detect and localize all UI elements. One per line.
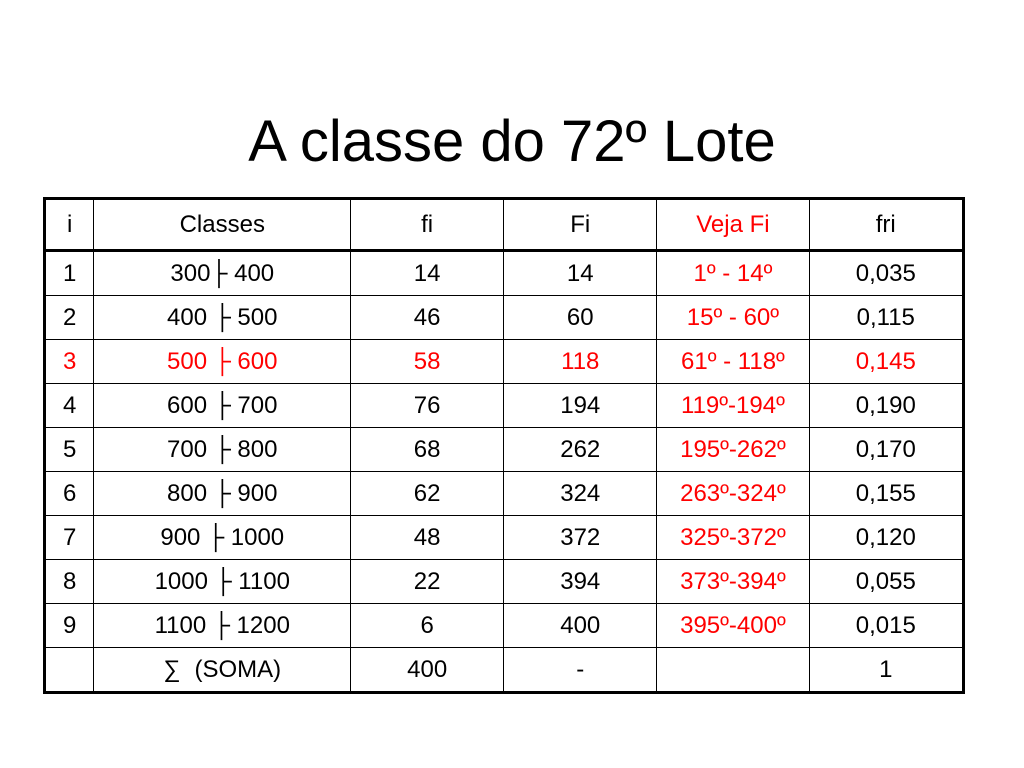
header-veja-fi: Veja Fi bbox=[657, 199, 809, 251]
sum-label: (SOMA) bbox=[194, 655, 282, 683]
cell-fri: 0,145 bbox=[809, 340, 963, 384]
cell-fi: 58 bbox=[351, 340, 504, 384]
cell-classes: 700 ├ 800 bbox=[94, 428, 351, 472]
cell-sum-label bbox=[94, 648, 351, 693]
cell-i: 3 bbox=[45, 340, 94, 384]
cell-cumulative-fi: 394 bbox=[504, 560, 657, 604]
cell-veja-fi: 119º-194º bbox=[657, 384, 809, 428]
cell-cumulative-fi: 400 bbox=[504, 604, 657, 648]
cell-fri-total: 1 bbox=[809, 648, 963, 693]
header-i: i bbox=[45, 199, 94, 251]
cell-fri: 0,015 bbox=[809, 604, 963, 648]
cell-classes: 500 ├ 600 bbox=[94, 340, 351, 384]
cell-i: 8 bbox=[45, 560, 94, 604]
header-cumulative-fi: Fi bbox=[504, 199, 657, 251]
table-row-highlighted bbox=[45, 340, 964, 384]
cell-i: 5 bbox=[45, 428, 94, 472]
cell-i: 1 bbox=[45, 251, 94, 296]
cell-veja-fi: 263º-324º bbox=[657, 472, 809, 516]
table-row bbox=[45, 604, 964, 648]
cell-fi-total: 400 bbox=[351, 648, 504, 693]
cell-fri: 0,055 bbox=[809, 560, 963, 604]
cell-veja-fi: 373º-394º bbox=[657, 560, 809, 604]
cell-i: 6 bbox=[45, 472, 94, 516]
table-row bbox=[45, 296, 964, 340]
cell-veja-fi: 1º - 14º bbox=[657, 251, 809, 296]
cell-veja-fi: 325º-372º bbox=[657, 516, 809, 560]
header-fri: fri bbox=[809, 199, 963, 251]
cell-veja-fi: 395º-400º bbox=[657, 604, 809, 648]
header-fi: fi bbox=[351, 199, 504, 251]
cell-cumulative-fi: 14 bbox=[504, 251, 657, 296]
table-row bbox=[45, 428, 964, 472]
cell-veja-fi: 15º - 60º bbox=[657, 296, 809, 340]
cell-classes: 1100 ├ 1200 bbox=[94, 604, 351, 648]
table-sum-row bbox=[45, 648, 964, 693]
cell-fri: 0,115 bbox=[809, 296, 963, 340]
cell-cumulative-fi: 372 bbox=[504, 516, 657, 560]
header-classes: Classes bbox=[94, 199, 351, 251]
table-row bbox=[45, 251, 964, 296]
cell-fri: 0,190 bbox=[809, 384, 963, 428]
cell-i: 7 bbox=[45, 516, 94, 560]
cell-fi: 6 bbox=[351, 604, 504, 648]
cell-fi: 22 bbox=[351, 560, 504, 604]
cell-classes: 900 ├ 1000 bbox=[94, 516, 351, 560]
cell-fi: 46 bbox=[351, 296, 504, 340]
cell-i bbox=[45, 648, 94, 693]
cell-fi: 14 bbox=[351, 251, 504, 296]
slide-title: A classe do 72º Lote bbox=[248, 109, 776, 174]
cell-cumulative-fi-total: - bbox=[504, 648, 657, 693]
cell-classes: 300├ 400 bbox=[94, 251, 351, 296]
cell-cumulative-fi: 262 bbox=[504, 428, 657, 472]
cell-fi: 68 bbox=[351, 428, 504, 472]
sigma-icon: ∑ bbox=[163, 655, 181, 683]
cell-classes: 600 ├ 700 bbox=[94, 384, 351, 428]
cell-i: 9 bbox=[45, 604, 94, 648]
cell-cumulative-fi: 324 bbox=[504, 472, 657, 516]
cell-cumulative-fi: 118 bbox=[504, 340, 657, 384]
frequency-table bbox=[43, 197, 965, 694]
cell-fi: 76 bbox=[351, 384, 504, 428]
cell-fri: 0,120 bbox=[809, 516, 963, 560]
cell-fri: 0,035 bbox=[809, 251, 963, 296]
cell-classes: 800 ├ 900 bbox=[94, 472, 351, 516]
cell-cumulative-fi: 60 bbox=[504, 296, 657, 340]
table-row bbox=[45, 384, 964, 428]
cell-veja-fi: 195º-262º bbox=[657, 428, 809, 472]
cell-fi: 62 bbox=[351, 472, 504, 516]
cell-veja-fi: 61º - 118º bbox=[657, 340, 809, 384]
cell-fi: 48 bbox=[351, 516, 504, 560]
cell-classes: 1000 ├ 1100 bbox=[94, 560, 351, 604]
cell-fri: 0,155 bbox=[809, 472, 963, 516]
cell-cumulative-fi: 194 bbox=[504, 384, 657, 428]
cell-classes: 400 ├ 500 bbox=[94, 296, 351, 340]
cell-i: 2 bbox=[45, 296, 94, 340]
table-row bbox=[45, 472, 964, 516]
cell-veja-fi-total bbox=[657, 648, 809, 693]
table-row bbox=[45, 516, 964, 560]
table-header-row bbox=[45, 199, 964, 251]
cell-fri: 0,170 bbox=[809, 428, 963, 472]
table-row bbox=[45, 560, 964, 604]
cell-i: 4 bbox=[45, 384, 94, 428]
